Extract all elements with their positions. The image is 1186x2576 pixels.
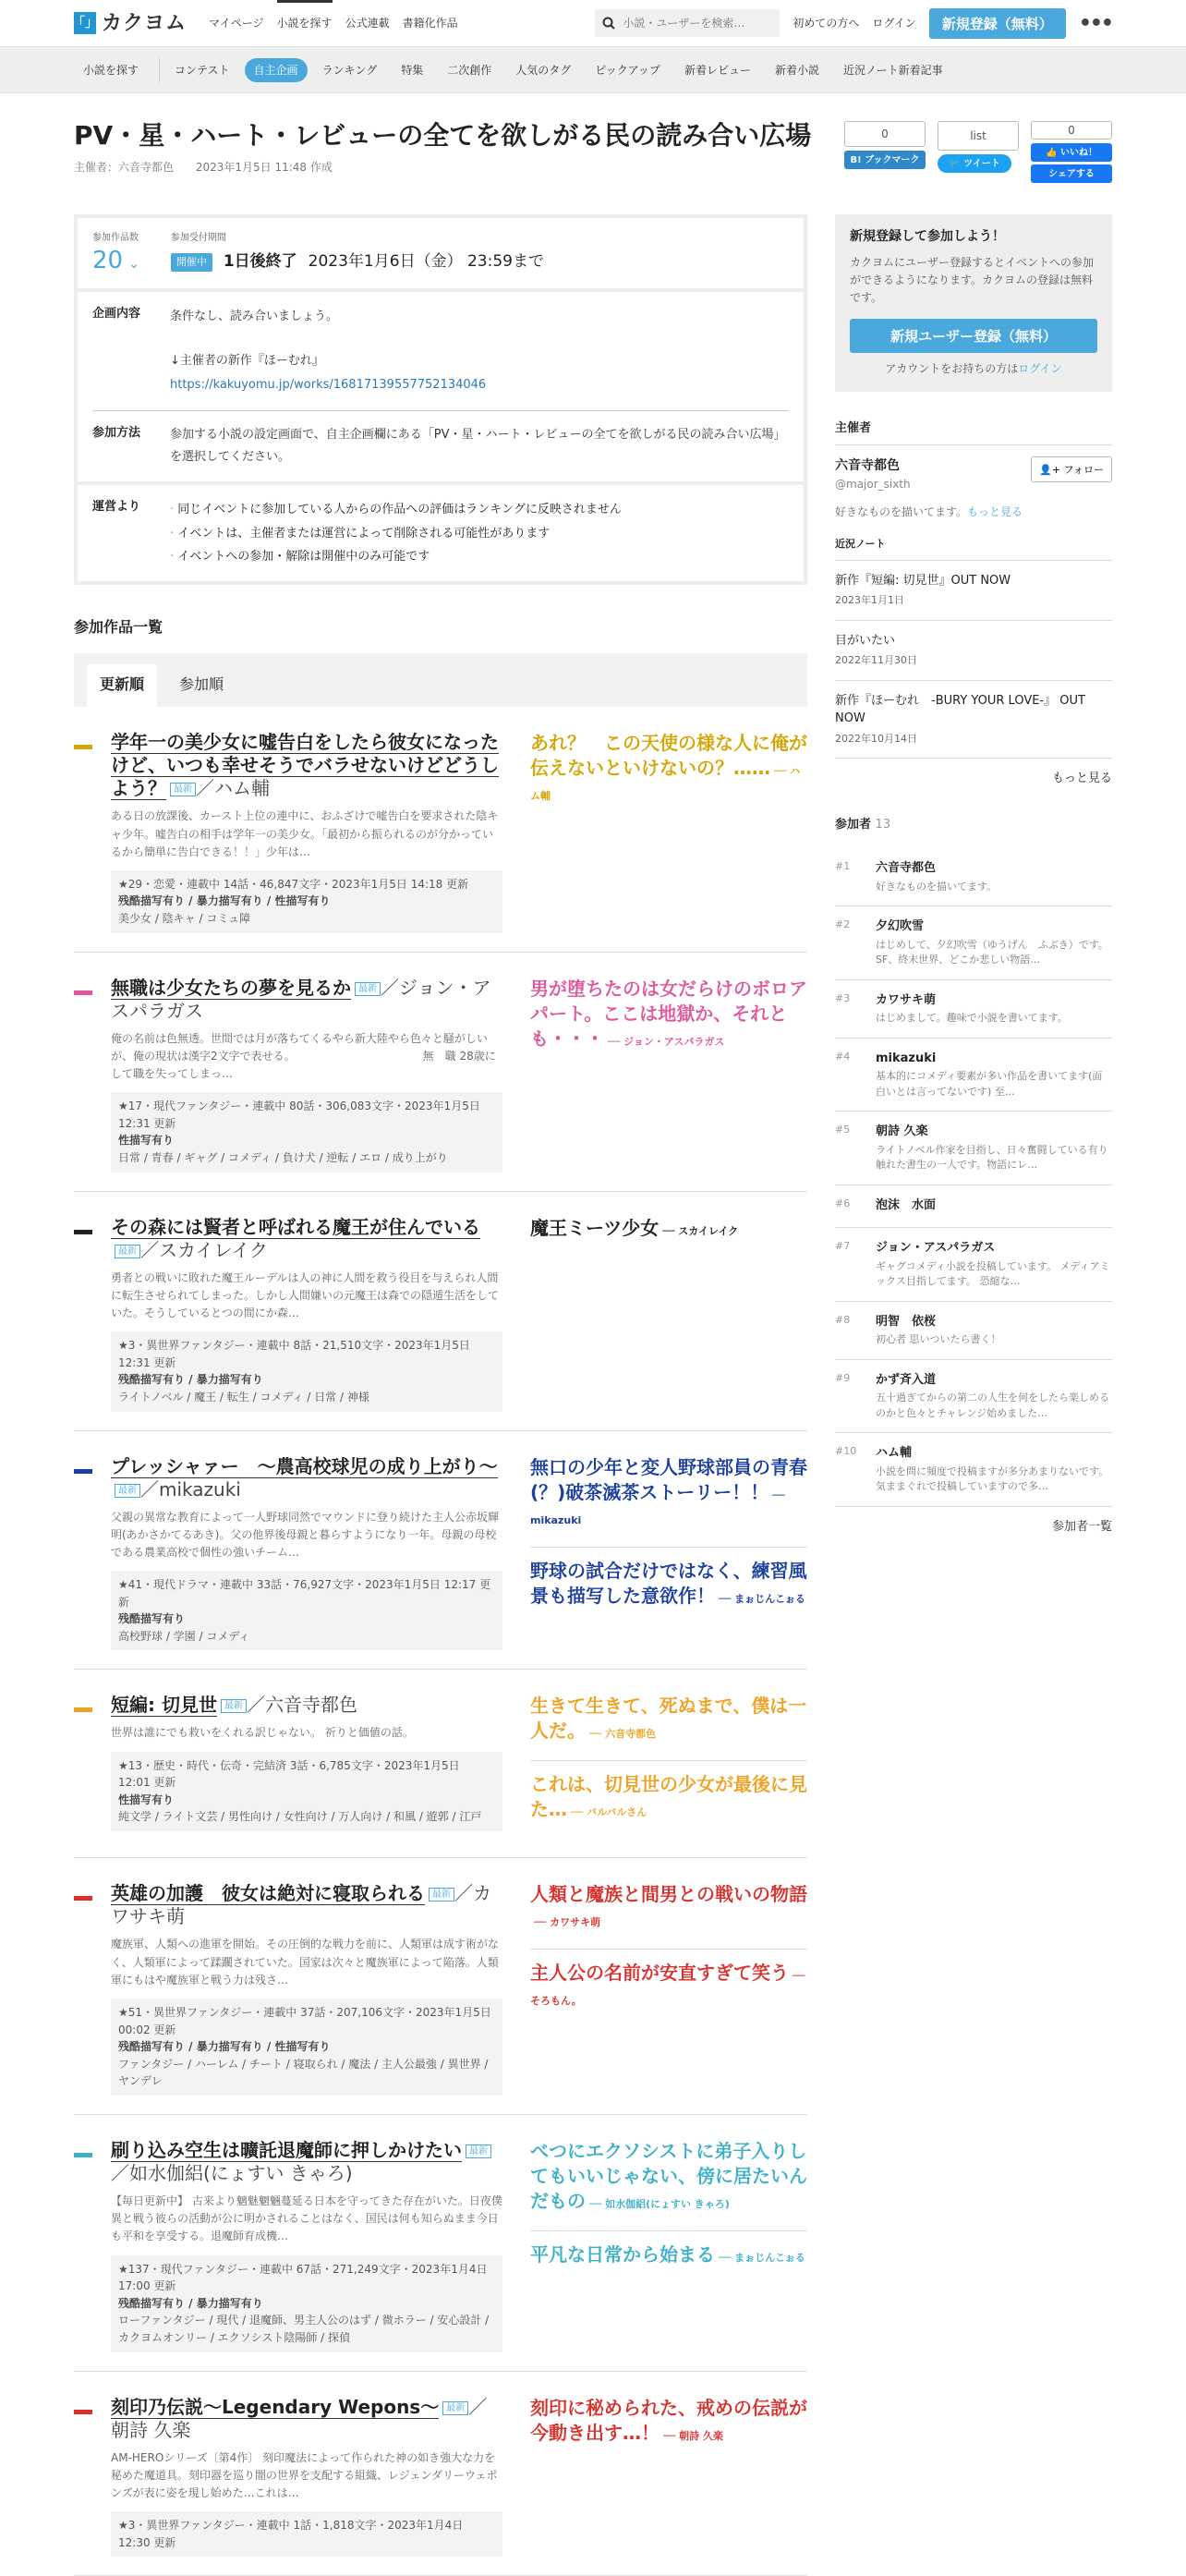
work-tags[interactable]: 日常 / 青春 / ギャグ / コメディ / 負け犬 / 逆転 / エロ / 成り上がり — [118, 1151, 448, 1164]
participant-number: #1 — [835, 860, 851, 873]
login-link[interactable]: ログイン — [872, 17, 916, 30]
fb-like-button[interactable] — [1031, 143, 1112, 162]
content-text: 条件なし、読み合いましょう。 — [170, 310, 339, 324]
participant-item[interactable] — [835, 1360, 1112, 1434]
content-link[interactable]: https://kakuyomu.jp/works/16817139557752134046 — [170, 378, 487, 393]
count-label: 参加作品数 — [92, 233, 139, 243]
work-meta: ★13・歴史・時代・伝奇・完結済 3話・6,785文字・2023年1月5日 12:01 更新 — [118, 1758, 460, 1790]
nav-mypage[interactable]: マイページ — [209, 17, 264, 30]
method-label: 参加方法 — [92, 426, 141, 441]
work-color-bar — [74, 1896, 92, 1901]
work-item — [74, 1670, 807, 1858]
host-desc-text: 好きなものを描いてます。 — [835, 505, 968, 519]
review-author: ── スカイレイク — [662, 1224, 739, 1237]
review-author: ── ハム輔 — [530, 765, 801, 803]
note-item[interactable] — [835, 621, 1112, 681]
subnav-fanfic[interactable]: 二次創作 — [447, 64, 492, 77]
work-count[interactable] — [92, 247, 139, 275]
work-desc: 世界は誰にでも救いをくれる訳じゃない。 祈りと価値の話。 — [111, 1726, 414, 1740]
host-profile — [835, 445, 1112, 492]
work-desc: 勇者との戦いに敗れた魔王ルーデルは人の神に人間を救う役目を与えられ人間に転生させられてしまった。しかし人間嫌いの元魔王は森での隠遁生活をしていた。そうしているとつの間にか森… — [111, 1270, 500, 1319]
register-title: 新規登録して参加しよう！ — [850, 229, 1005, 244]
register-box — [835, 214, 1112, 392]
notes-more-link[interactable]: もっと見る — [1051, 772, 1112, 786]
search-box[interactable] — [595, 9, 780, 37]
logo-text: カクヨム — [102, 11, 188, 35]
participant-desc: 基本的にコメディ要素が多い作品を書いてます(面白いとは言ってないです) 至… — [876, 1070, 1103, 1098]
sidebar-login-link[interactable]: ログイン — [1018, 361, 1062, 375]
work-title-link[interactable]: 刻印乃伝説〜Legendary Wepons〜 — [111, 2395, 440, 2418]
work-item — [74, 1858, 807, 2115]
works-list — [74, 707, 807, 2576]
note-date: 2022年11月30日 — [835, 654, 917, 667]
top-header — [0, 0, 1186, 47]
work-color-bar — [74, 1469, 92, 1474]
list-label: list — [938, 121, 1019, 151]
list-box[interactable] — [938, 121, 1019, 183]
participant-item[interactable] — [835, 1228, 1112, 1302]
work-info — [111, 1752, 502, 1831]
period-label: 参加受付期間 — [170, 233, 226, 243]
participant-desc: ライトノベル作家を目指し、日々奮闘している有り触れた書生の一人です。物語にレ… — [876, 1143, 1108, 1172]
participant-name: ハム輔 — [876, 1446, 913, 1461]
review-catchcopy[interactable] — [530, 1882, 807, 1932]
participant-desc: 小説を問に頻度で投稿ますが多分あまりないです。気ままぐれで投稿していますので多… — [876, 1464, 1109, 1493]
work-flags: 残酷描写有り / 暴力描写有り / 性描写有り — [118, 2040, 331, 2054]
work-reviews — [530, 977, 807, 1173]
participant-name: 六音寺都色 — [876, 861, 937, 876]
participant-desc: 五十過ぎてからの第二の人生を何をしたら楽しめるのかと色々とチャレンジ始めました… — [876, 1391, 1109, 1419]
participant-item[interactable] — [835, 980, 1112, 1039]
user-plus-icon: 👤+ — [1039, 464, 1064, 477]
subnav-notes[interactable]: 近況ノート新着記事 — [842, 64, 943, 77]
work-item — [74, 2115, 807, 2372]
work-tags[interactable]: 高校野球 / 学園 / コメディ — [118, 1629, 250, 1643]
work-author-link[interactable]: ／ハム輔 — [196, 777, 270, 800]
work-author-link[interactable]: ／mikazuki — [140, 1477, 241, 1501]
ops-item: · イベントへの参加・解除は開催中のみ可能です — [170, 545, 622, 568]
note-date: 2022年10月14日 — [835, 732, 917, 745]
review-catchcopy[interactable] — [530, 1216, 807, 1241]
host-heading: 主催者 — [835, 419, 1112, 446]
participant-desc: はじめして、夕幻吹雪（ゆうげん ふぶき）です。SF、終末世界、どこか悲しい物語… — [876, 938, 1108, 966]
fb-share-button[interactable]: シェアする — [1031, 164, 1112, 183]
tab-updated[interactable]: 更新順 — [87, 664, 157, 707]
days-left: 1日後終了 — [223, 252, 297, 271]
participant-desc: はじめまして。趣味で小説を書いてます。 — [876, 1012, 1068, 1025]
participants-list — [835, 848, 1112, 1507]
work-desc: 【毎日更新中】 古来より魑魅魍魎蔓延る日本を守ってきた存在がいた。日夜僕異と戦う彼らの活動が公に明かされることはなく、国民は何も知らぬまま今日も平和を享受する。退魔師育成機… — [111, 2194, 502, 2243]
work-reviews — [530, 731, 807, 932]
work-flags: 残酷描写有り / 暴力描写有り — [118, 2296, 263, 2310]
review-catchcopy[interactable] — [530, 1547, 807, 1609]
new-badge: 最新 — [115, 1484, 140, 1498]
hatena-button[interactable]: B! ブックマーク — [844, 151, 926, 169]
review-author: ── 朝詩 久楽 — [663, 2429, 723, 2442]
work-reviews — [530, 1882, 807, 2096]
host-id: @major_sixth — [835, 478, 911, 492]
new-badge: 最新 — [429, 1888, 454, 1902]
work-meta: ★137・現代ファンタジー・連載中 67話・271,249文字・2023年1月4日 17:00 更新 — [118, 2262, 488, 2293]
work-meta: ★3・異世界ファンタジー・連載中 8話・21,510文字・2023年1月5日 12:31 更新 — [118, 1339, 470, 1369]
participants-heading — [835, 816, 1112, 842]
organizer: 主催者：六音寺都色 — [74, 161, 175, 174]
ops-label: 運営より — [92, 500, 141, 515]
review-catchcopy[interactable] — [530, 731, 807, 806]
work-author-link[interactable]: ／如水伽絽(にょすい きゃろ) — [111, 2162, 353, 2184]
participant-item[interactable] — [835, 1433, 1112, 1507]
page-title: PV・星・ハート・レビューの全てを欲しがる民の読み合い広場 — [74, 120, 812, 151]
participant-name: カワサキ萌 — [876, 992, 937, 1007]
new-badge: 最新 — [355, 982, 381, 996]
thumbs-up-icon: 👍 — [1046, 147, 1060, 158]
account-label: アカウントをお持ちの方は — [885, 361, 1019, 375]
participant-item[interactable] — [835, 848, 1112, 906]
participant-item[interactable] — [835, 1302, 1112, 1360]
search-input[interactable] — [623, 17, 770, 30]
subnav-self-event[interactable]: 自主企画 — [245, 58, 308, 82]
host-desc — [835, 504, 1112, 520]
work-author-link[interactable]: ／朝詩 久楽 — [111, 2395, 488, 2441]
work-meta: ★41・現代ドラマ・連載中 33話・76,927文字・2023年1月5日 12:17 更新 — [118, 1578, 491, 1609]
participant-number: #6 — [835, 1197, 851, 1209]
participant-number: #10 — [835, 1445, 857, 1458]
register-button[interactable]: 新規登録（無料） — [929, 8, 1066, 39]
participant-name: 夕幻吹雪 — [876, 919, 925, 934]
work-title-link[interactable]: プレッシャァー 〜農高校球児の成り上がり〜 — [111, 1454, 498, 1477]
event-meta — [74, 159, 841, 176]
review-catchcopy[interactable] — [530, 2396, 807, 2446]
review-text: 主人公の名前が安直すぎて笑う — [530, 1962, 789, 1985]
created-date: 2023年1月5日 11:48 作成 — [195, 161, 333, 174]
status-badge: 開催中 — [171, 253, 212, 273]
work-tags[interactable]: ファンタジー / ハーレム / チート / 寝取られ / 魔法 / 主人公最強 / 異世界 / ヤンデレ — [118, 2057, 489, 2088]
work-item — [74, 707, 807, 952]
facebook-box[interactable] — [1031, 121, 1112, 183]
review-text: 無口の少年と変人野球部員の青春(？)破茶滅茶ストーリー！！ — [530, 1455, 807, 1503]
work-author-link[interactable]: ／ジョン・アスパラガス — [111, 976, 491, 1022]
work-desc: 魔族軍、人類への進軍を開始。その圧倒的な戦力を前に、人類軍は成す術がなく、人類軍によって蹂躙されていた。国家は次々と魔族軍によって陥落。人類軍にもはや魔族軍と戦う力は残さ… — [111, 1938, 500, 1987]
work-flags: 残酷描写有り / 暴力描写有り / 性描写有り — [118, 894, 331, 908]
participant-name: 泡沫 水面 — [876, 1197, 937, 1212]
review-text: 生きて生きて、死ぬまで、僕は一人だ。 — [530, 1695, 807, 1743]
participants-label: 参加者 — [835, 817, 872, 832]
site-logo[interactable] — [74, 8, 187, 39]
work-flags: 残酷描写有り — [118, 1612, 186, 1626]
review-author: ── 六音寺都色 — [589, 1728, 657, 1741]
work-title-link[interactable]: 刷り込み空生は曠託退魔師に押しかけたい — [111, 2139, 462, 2161]
work-color-bar — [74, 745, 92, 749]
work-color-bar — [74, 990, 92, 995]
work-title-link[interactable]: 英雄の加護 彼女は絶対に寝取られる — [111, 1882, 425, 1905]
subnav-contest[interactable]: コンテスト — [159, 58, 239, 82]
new-badge: 最新 — [221, 1699, 247, 1713]
work-flags: 性描写有り — [118, 1134, 175, 1148]
review-author: ── まぉじんこぉる — [719, 2252, 805, 2264]
work-color-bar — [74, 1707, 92, 1712]
participant-item[interactable] — [835, 1185, 1112, 1229]
beginner-link[interactable]: 初めての方へ — [793, 17, 860, 30]
note-title: 新作『ほーむれ -BURY YOUR LOVE-』 OUT NOW — [835, 693, 1085, 726]
new-badge: 最新 — [170, 783, 196, 796]
work-info — [111, 2255, 502, 2352]
ops-item: · 同じイベントに参加している人からの作品への評価はランキングに反映されません — [170, 498, 622, 521]
review-text: 男が堕ちたのは女だらけのボロアパート。ここは地獄か、それとも・・・ — [530, 977, 807, 1050]
work-reviews — [530, 1216, 807, 1412]
work-info — [111, 1331, 502, 1411]
work-author-link[interactable]: ／スカイレイク — [140, 1238, 268, 1261]
search-icon — [602, 17, 615, 30]
participant-number: #2 — [835, 918, 851, 931]
host-more-link[interactable]: もっと見る — [967, 505, 1023, 519]
hatena-count: 0 — [844, 121, 926, 147]
review-author: ── ジョン・アスパラガス — [608, 1035, 725, 1048]
sub-nav — [0, 47, 1186, 93]
work-tags[interactable]: 純文学 / ライト文芸 / 男性向け / 女性向け / 万人向け / 和風 / 遊郭 / 江戸 — [118, 1810, 482, 1824]
work-desc: 俺の名前は色無透。世間では月が落ちてくるやら新大陸やら色々と騒がしいが、俺の現状は漢字2文字で表せる。 無 職 28歳にして職を失ってしまっ… — [111, 1031, 496, 1081]
note-title: 目がいたい — [835, 633, 896, 648]
participant-item[interactable] — [835, 1039, 1112, 1112]
participant-item[interactable] — [835, 1112, 1112, 1185]
participants-more-link[interactable]: 参加者一覧 — [1051, 1519, 1112, 1534]
work-reviews — [530, 1455, 807, 1651]
host-name[interactable]: 六音寺都色 — [835, 458, 900, 474]
works-heading: 参加作品一覧 — [74, 618, 163, 637]
event-box — [74, 214, 807, 585]
review-author: ── 如水伽絽(にょすい きゃろ) — [589, 2198, 730, 2210]
work-info — [111, 1092, 502, 1172]
participant-number: #3 — [835, 991, 851, 1004]
note-date: 2023年1月1日 — [835, 594, 904, 607]
review-catchcopy[interactable] — [530, 1694, 807, 1744]
sidebar-register-button[interactable]: 新規ユーザー登録（無料） — [850, 319, 1097, 353]
period-block — [171, 231, 544, 274]
works-tabs — [74, 653, 807, 707]
content-text-2: ↓主催者の新作『ほーむれ』 — [170, 354, 324, 369]
review-catchcopy[interactable] — [530, 977, 807, 1051]
register-text: カクヨムにユーザー登録するとイベントへの参加ができるようになります。カクヨムの登録は無料です。 — [850, 256, 1095, 305]
account-text — [850, 360, 1097, 377]
work-meta: ★17・現代ファンタジー・連載中 80話・306,083文字・2023年1月5日 12:31 更新 — [118, 1100, 480, 1130]
work-tags[interactable]: 美少女 / 陰キャ / コミュ障 — [118, 912, 251, 926]
work-author-link[interactable]: ／カワサキ萌 — [111, 1882, 491, 1928]
new-badge: 最新 — [115, 1245, 140, 1258]
review-text: 野球の試合だけではなく、練習風景も描写した意欲作！ — [530, 1559, 807, 1607]
fb-count: 0 — [1031, 121, 1112, 140]
work-info — [111, 1999, 502, 2096]
review-author: ── カワサキ萌 — [534, 1916, 601, 1929]
work-title-link[interactable]: 短編: 切見世 — [111, 1694, 217, 1717]
work-reviews — [530, 2396, 807, 2558]
content-label: 企画内容 — [92, 307, 141, 322]
hatena-box[interactable] — [844, 121, 926, 183]
more-menu-icon[interactable]: ••• — [1078, 11, 1112, 35]
note-title: 新作『短編: 切見世』OUT NOW — [835, 573, 1011, 588]
work-desc: ある日の放課後、カースト上位の連中に、おふざけで嘘告白を要求された陰キャ少年。嘘告白の相手は学年一の美少女。「最初から振られるのが分かっているから簡単に告白できる！！」少年は… — [111, 809, 499, 858]
participant-number: #5 — [835, 1124, 851, 1136]
review-author: ── まぉじんこぉる — [719, 1592, 805, 1605]
new-badge: 最新 — [466, 2145, 491, 2158]
ops-item: · イベントは、主催者または運営によって削除される可能性があります — [170, 522, 622, 545]
participant-number: #9 — [835, 1371, 851, 1384]
method-text: 参加する小説の設定画面で、自主企画欄にある「PV・星・ハート・レビューの全てを欲しがる民の読み合い広場」を選択してください。 — [170, 428, 786, 465]
work-meta: ★3・異世界ファンタジー・連載中 1話・1,818文字・2023年1月4日 12:30 更新 — [118, 2519, 464, 2549]
chevron-down-icon: ⌄ — [128, 257, 139, 272]
review-catchcopy[interactable] — [530, 2139, 807, 2214]
participant-name: 朝詩 久楽 — [876, 1124, 928, 1139]
tweet-button[interactable] — [938, 154, 1011, 173]
review-text: べつにエクソシストに弟子入りしてもいいじゃない、傍に居たいんだもの — [530, 2140, 807, 2212]
review-catchcopy[interactable] — [530, 1760, 807, 1822]
sidebar — [835, 214, 1112, 2576]
review-text: あれ？ この天使の様な人に俺が伝えないといけないの？…… — [530, 732, 807, 780]
tweet-label: ツイート — [963, 158, 1000, 169]
work-info — [111, 2511, 502, 2557]
work-title-link[interactable]: その森には賢者と呼ばれる魔王が住んでいる — [111, 1215, 480, 1238]
subnav-feature[interactable]: 特集 — [401, 64, 424, 77]
subnav-find[interactable]: 小説を探す — [83, 64, 139, 77]
work-tags[interactable]: ローファンタジー / 現代 / 退魔師、男主人公のはず / 微ホラー / 安心設計 / カクヨムオンリー / エクソシスト陰陽師 / 探偵 — [118, 2314, 490, 2344]
participant-number: #4 — [835, 1050, 851, 1063]
participant-number: #7 — [835, 1240, 851, 1253]
work-color-bar — [74, 1230, 92, 1234]
notes-heading: 近況ノート — [835, 537, 1112, 561]
nav-find-novels[interactable]: 小説を探す — [277, 0, 333, 46]
subnav-new-reviews[interactable]: 新着レビュー — [684, 64, 751, 77]
work-item — [74, 1192, 807, 1431]
work-item — [74, 1431, 807, 1671]
review-catchcopy[interactable] — [530, 1949, 807, 2011]
tab-joined[interactable]: 参加順 — [179, 675, 224, 694]
work-info — [111, 870, 502, 933]
participant-name: かず斉入道 — [876, 1372, 937, 1387]
subnav-new-novels[interactable]: 新着小説 — [774, 64, 819, 77]
review-text: 人類と魔族と間男との戦いの物語 — [530, 1883, 807, 1906]
participant-desc: ギャグコメディ小説を投稿しています。 メディアミックス目指してます。 恐縮な… — [876, 1259, 1110, 1288]
participant-desc: 初心者 思いついたら書く！ — [876, 1333, 1001, 1346]
note-item[interactable] — [835, 561, 1112, 621]
participant-count-block — [92, 231, 139, 275]
review-text: 刻印に秘められた、戒めの伝説が今動き出す…！ — [530, 2396, 807, 2444]
participant-name: ジョン・アスパラガス — [876, 1241, 996, 1256]
work-title-link[interactable]: 学年一の美少女に嘘告白をしたら彼女になったけど、いつも幸せそうでバラせないけどどうしよう？ — [111, 731, 499, 800]
note-item[interactable] — [835, 681, 1112, 759]
review-author: ── そろもん。 — [530, 1970, 805, 2008]
subnav-pickup[interactable]: ピックアップ — [595, 64, 660, 77]
work-color-bar — [74, 2153, 92, 2157]
review-author: ── mikazuki — [530, 1488, 785, 1526]
follow-label: フォロー — [1063, 464, 1104, 477]
subnav-tags[interactable]: 人気のタグ — [515, 64, 572, 77]
nav-official[interactable]: 公式連載 — [345, 17, 390, 30]
participant-number: #8 — [835, 1313, 851, 1326]
participant-name: 明智 依桜 — [876, 1314, 937, 1329]
social-buttons — [844, 121, 1112, 183]
work-author-link[interactable]: ／六音寺都色 — [246, 1694, 357, 1717]
participants-count: 13 — [875, 817, 891, 832]
method-section — [78, 411, 804, 481]
work-title-link[interactable]: 無職は少女たちの夢を見るか — [111, 976, 351, 999]
new-badge: 最新 — [442, 2401, 468, 2415]
participant-desc: 好きなものを描いてます。 — [876, 880, 998, 893]
work-meta: ★29・恋愛・連載中 14話・46,847文字・2023年1月5日 14:18 更新 — [118, 877, 469, 891]
logo-mark-icon: 「」 — [74, 12, 96, 34]
participant-name: mikazuki — [876, 1051, 937, 1065]
header-nav — [209, 0, 458, 46]
work-reviews — [530, 1694, 807, 1839]
work-reviews — [530, 2139, 807, 2352]
follow-button[interactable] — [1031, 456, 1112, 482]
review-catchcopy[interactable] — [530, 2230, 807, 2267]
work-desc: AM-HEROシリーズ〔第4作〕 刻印魔法によって作られた神の如き強大な力を秘めた魔道具。刻印器を巡り闇の世界を支配する組織、レジェンダリーウェポンズが表に姿を現し始めた…これは… — [111, 2450, 498, 2499]
work-meta: ★51・異世界ファンタジー・連載中 37話・207,106文字・2023年1月5日 00:02 更新 — [118, 2006, 491, 2036]
twitter-icon: 🐦 — [949, 158, 964, 169]
notes-list — [835, 561, 1112, 759]
deadline: 2023年1月6日（金） 23:59まで — [308, 252, 544, 271]
participant-item[interactable] — [835, 906, 1112, 980]
main-column — [74, 214, 807, 2576]
work-flags: 性描写有り — [118, 1792, 175, 1806]
nav-books[interactable]: 書籍化作品 — [402, 17, 458, 30]
work-item — [74, 2372, 807, 2576]
fb-like-label: いいね！ — [1059, 147, 1097, 158]
subnav-ranking[interactable]: ランキング — [321, 64, 378, 77]
ops-section — [78, 485, 804, 581]
review-author: ── バルバルさん — [571, 1806, 647, 1819]
review-catchcopy[interactable] — [530, 1455, 807, 1530]
work-count-value: 20 — [92, 247, 124, 274]
content-section — [78, 292, 804, 410]
work-color-bar — [74, 2410, 92, 2414]
work-info — [111, 1571, 502, 1650]
review-text: 平凡な日常から始まる — [530, 2243, 715, 2266]
work-flags: 残酷描写有り / 暴力描写有り — [118, 1373, 263, 1387]
review-text: これは、切見世の少女が最後に見た… — [530, 1773, 807, 1821]
work-item — [74, 953, 807, 1192]
work-tags[interactable]: ライトノベル / 魔王 / 転生 / コメディ / 日常 / 神様 — [118, 1390, 369, 1403]
work-desc: 父親の異常な教育によって一人野球同然でマウンドに登り続けた主人公赤坂輝明(あかさかてるあき)。父の他界後母親と暮らすようになり一年。母親の母校である農業高校で個性の強いチーム… — [111, 1510, 500, 1559]
review-text: 魔王ミーツ少女 — [530, 1216, 660, 1239]
